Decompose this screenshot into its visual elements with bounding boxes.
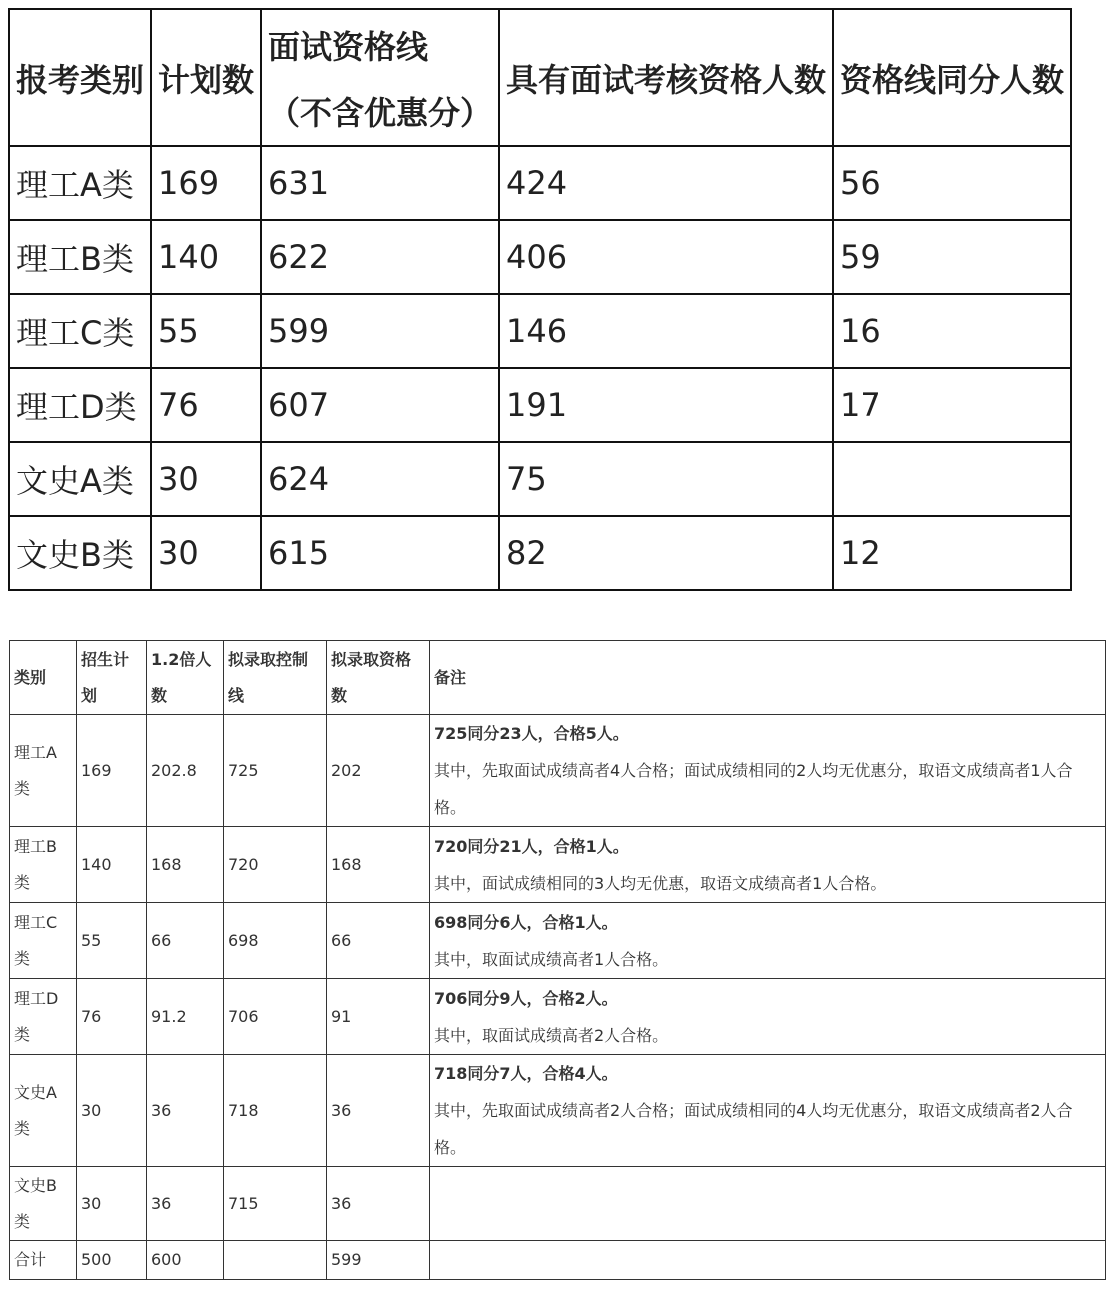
cell-category: 理工A类 <box>9 146 151 220</box>
cell-category: 理工B类 <box>9 220 151 294</box>
cell-line: 615 <box>261 516 499 590</box>
cell-times: 600 <box>147 1241 224 1280</box>
cell-plan: 140 <box>151 220 261 294</box>
cell-times: 36 <box>147 1055 224 1167</box>
cell-qualified: 191 <box>499 368 833 442</box>
cell-qualified: 599 <box>327 1241 430 1280</box>
cell-remarks <box>430 979 1106 1055</box>
cell-remarks <box>430 827 1106 903</box>
cell-category: 文史B类 <box>9 516 151 590</box>
qualification-line-table <box>8 8 1072 591</box>
table-row <box>9 368 1071 442</box>
table-row <box>9 442 1071 516</box>
cell-qualified: 168 <box>327 827 430 903</box>
remark-detail: 其中，取面试成绩高者2人合格。 <box>434 1025 669 1045</box>
cell-category: 理工B类 <box>10 827 77 903</box>
cell-control-line: 725 <box>224 715 327 827</box>
cell-plan: 500 <box>77 1241 147 1280</box>
cell-line: 607 <box>261 368 499 442</box>
cell-line: 631 <box>261 146 499 220</box>
cell-line: 599 <box>261 294 499 368</box>
cell-plan: 30 <box>77 1055 147 1167</box>
table-row <box>10 1055 1106 1167</box>
table-row <box>9 294 1071 368</box>
header-line-sub: （不含优惠分） <box>268 93 493 132</box>
cell-remarks <box>430 1241 1106 1280</box>
cell-category: 理工A类 <box>10 715 77 827</box>
cell-control-line: 718 <box>224 1055 327 1167</box>
header-category: 报考类别 <box>9 9 151 146</box>
cell-times: 202.8 <box>147 715 224 827</box>
cell-remarks <box>430 1167 1106 1241</box>
remark-detail: 其中，先取面试成绩高者2人合格；面试成绩相同的4人均无优惠分，取语文成绩高者2人合格。 <box>434 1101 1073 1157</box>
header-plan: 招生计划 <box>77 641 147 715</box>
cell-plan: 140 <box>77 827 147 903</box>
cell-control-line: 715 <box>224 1167 327 1241</box>
cell-control-line <box>224 1241 327 1280</box>
cell-qualified: 406 <box>499 220 833 294</box>
cell-same-score: 17 <box>833 368 1071 442</box>
cell-same-score <box>833 442 1071 516</box>
cell-category: 文史A类 <box>10 1055 77 1167</box>
cell-remarks <box>430 903 1106 979</box>
cell-qualified: 202 <box>327 715 430 827</box>
cell-times: 168 <box>147 827 224 903</box>
cell-plan: 55 <box>151 294 261 368</box>
table2-header-row <box>10 641 1106 715</box>
table-row <box>9 516 1071 590</box>
table-row <box>9 146 1071 220</box>
cell-same-score: 56 <box>833 146 1071 220</box>
cell-control-line: 720 <box>224 827 327 903</box>
cell-category: 文史B类 <box>10 1167 77 1241</box>
cell-plan: 55 <box>77 903 147 979</box>
cell-line: 624 <box>261 442 499 516</box>
table-row-total <box>10 1241 1106 1280</box>
cell-plan: 76 <box>77 979 147 1055</box>
table-row <box>10 979 1106 1055</box>
header-qualified: 具有面试考核资格人数 <box>499 9 833 146</box>
header-remarks: 备注 <box>430 641 1106 715</box>
remark-detail: 其中，面试成绩相同的3人均无优惠，取语文成绩高者1人合格。 <box>434 873 887 893</box>
cell-qualified: 36 <box>327 1055 430 1167</box>
cell-line: 622 <box>261 220 499 294</box>
cell-plan: 30 <box>77 1167 147 1241</box>
table-row <box>9 220 1071 294</box>
cell-plan: 169 <box>77 715 147 827</box>
remark-summary: 725同分23人，合格5人。 <box>434 724 629 743</box>
cell-qualified: 66 <box>327 903 430 979</box>
header-plan: 计划数 <box>151 9 261 146</box>
cell-remarks <box>430 1055 1106 1167</box>
cell-qualified: 36 <box>327 1167 430 1241</box>
table-row <box>10 715 1106 827</box>
cell-plan: 30 <box>151 516 261 590</box>
cell-same-score: 16 <box>833 294 1071 368</box>
cell-category: 文史A类 <box>9 442 151 516</box>
header-line-main: 面试资格线 <box>268 27 429 66</box>
remark-summary: 718同分7人，合格4人。 <box>434 1064 618 1083</box>
cell-qualified: 424 <box>499 146 833 220</box>
remark-detail: 其中，取面试成绩高者1人合格。 <box>434 949 669 969</box>
remark-detail: 其中，先取面试成绩高者4人合格；面试成绩相同的2人均无优惠分，取语文成绩高者1人合格。 <box>434 761 1073 817</box>
cell-control-line: 706 <box>224 979 327 1055</box>
cell-times: 91.2 <box>147 979 224 1055</box>
header-times: 1.2倍人数 <box>147 641 224 715</box>
remark-summary: 706同分9人，合格2人。 <box>434 988 618 1008</box>
cell-times: 36 <box>147 1167 224 1241</box>
cell-control-line: 698 <box>224 903 327 979</box>
header-same-score: 资格线同分人数 <box>833 9 1071 146</box>
admission-control-table <box>9 640 1106 1280</box>
cell-qualified: 82 <box>499 516 833 590</box>
cell-plan: 76 <box>151 368 261 442</box>
cell-same-score: 12 <box>833 516 1071 590</box>
cell-remarks <box>430 715 1106 827</box>
remark-summary: 720同分21人，合格1人。 <box>434 836 629 856</box>
header-category: 类别 <box>10 641 77 715</box>
cell-category: 理工C类 <box>10 903 77 979</box>
cell-category: 合计 <box>10 1241 77 1280</box>
cell-qualified: 91 <box>327 979 430 1055</box>
cell-plan: 169 <box>151 146 261 220</box>
cell-times: 66 <box>147 903 224 979</box>
cell-qualified: 146 <box>499 294 833 368</box>
header-control-line: 拟录取控制线 <box>224 641 327 715</box>
remark-summary: 698同分6人，合格1人。 <box>434 912 618 932</box>
cell-category: 理工C类 <box>9 294 151 368</box>
header-qualified: 拟录取资格数 <box>327 641 430 715</box>
cell-plan: 30 <box>151 442 261 516</box>
table-row <box>10 827 1106 903</box>
cell-category: 理工D类 <box>9 368 151 442</box>
cell-category: 理工D类 <box>10 979 77 1055</box>
table-row <box>10 1167 1106 1241</box>
table-row <box>10 903 1106 979</box>
header-line <box>261 9 499 146</box>
cell-same-score: 59 <box>833 220 1071 294</box>
cell-qualified: 75 <box>499 442 833 516</box>
table1-header-row <box>9 9 1071 146</box>
